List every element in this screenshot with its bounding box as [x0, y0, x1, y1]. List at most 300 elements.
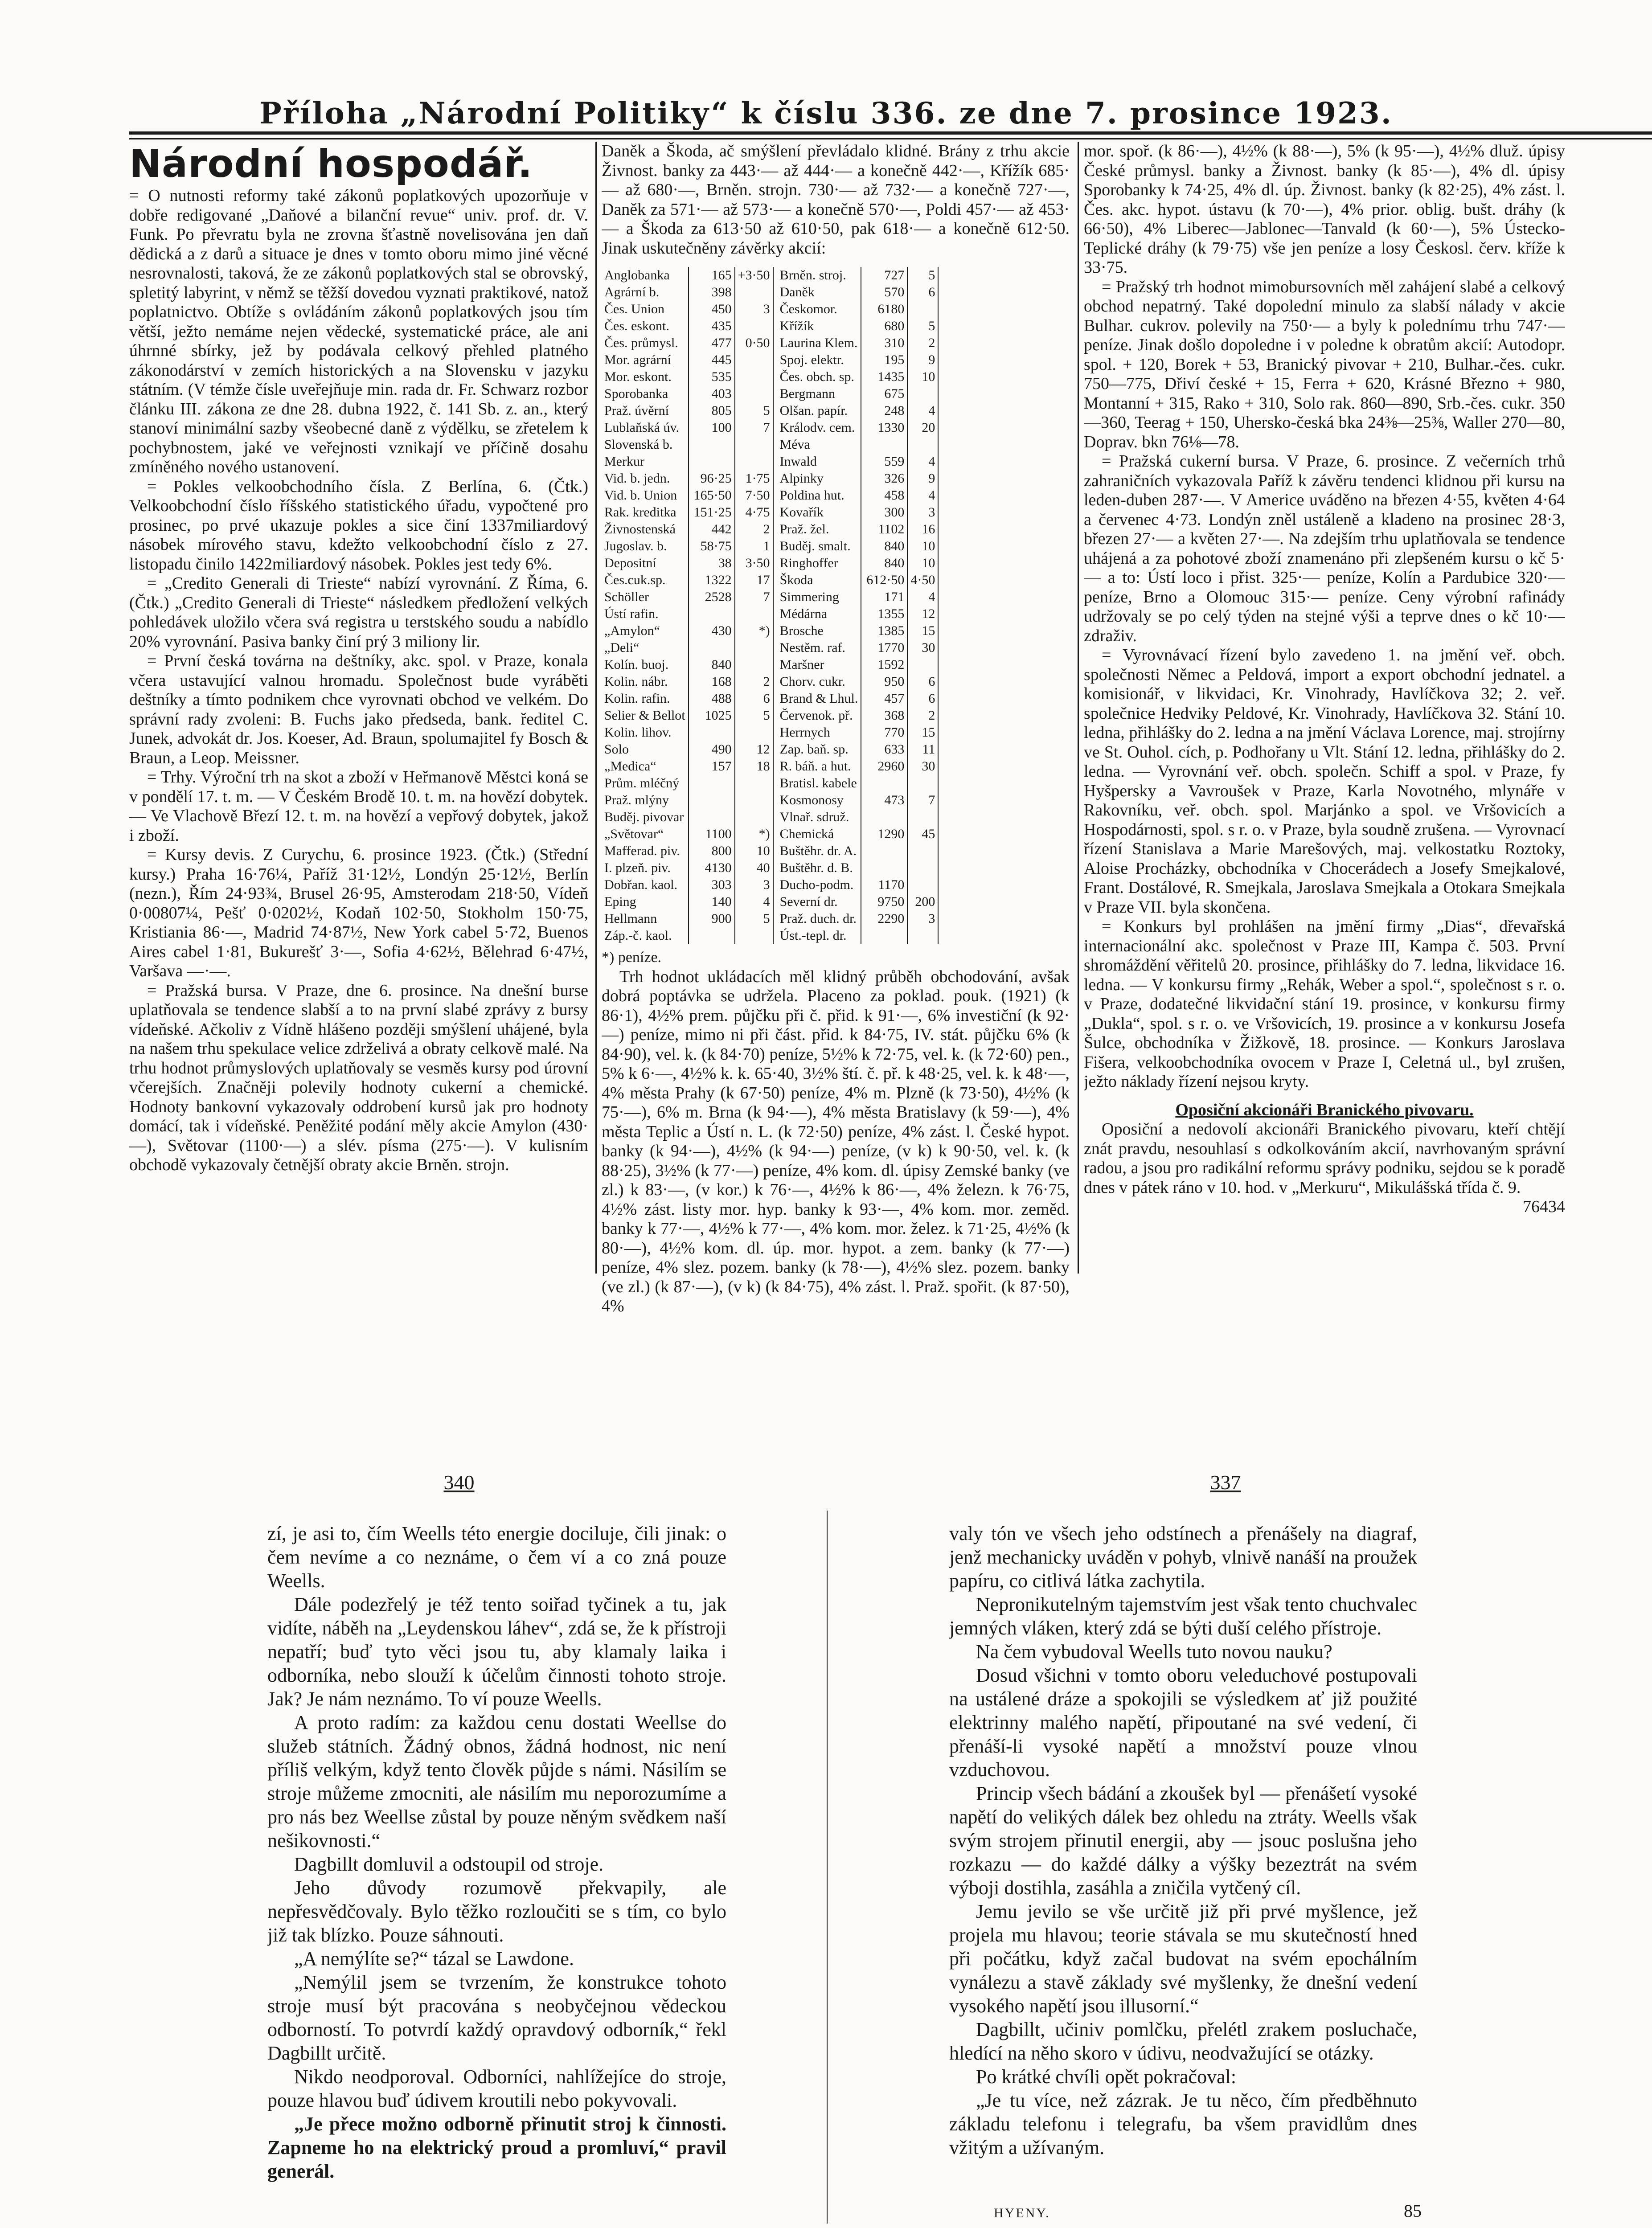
- stock-right-change: 6: [907, 673, 938, 690]
- stock-left-change: 6: [735, 690, 773, 707]
- article-wholesale-index: = Pokles velkoobchodního čísla. Z Berlína, 6. (Čtk.) Velkoobchodní číslo říšského statistického úřadu, vypočtené pro prosinec, po prvé ukazuje pokles a sice činí 1337miliardový násobek mírového stavu, kdežto velkoobchodní číslo z 27. listopadu činilo 1422miliardový násobek. Pokles jest tedy 6%.: [129, 477, 588, 573]
- stock-right-price: 612·50: [861, 572, 907, 589]
- stock-left-stock-name: „Medica“: [602, 758, 689, 775]
- bourse-continuation: Daněk a Škoda, ač smýšlení převládalo klidné. Brány z trhu akcie Živnost. banky za 443·— až 444·— a konečně 442·—, Křížík 685·— až 680·—, Brněn. strojn. 730·— až 732·— a konečně 727·—, Daněk za 571·— až 573·— a konečně 570·—, Poldi 457·— až 453·— a Škoda za 613·50 až 610·50, pak 618·— a konečně 612·50. Jinak uskutečněny závěrky akcií:: [602, 142, 1070, 258]
- stock-left-stock-name: Ústí rafin.: [602, 606, 689, 623]
- stock-right-price: 770: [861, 724, 907, 741]
- notice-body: Oposiční a nedovolí akcionáři Branického pivovaru, kteří chtějí znát pravdu, nesouhlasí s odkolkováním akcií, navrhovaným správní radou, a jsou pro radikální reformu správy podniku, sejdou se k poradě dnes v pátek ráno v 10. hod. v „Merkuru“, Mikulášská třída č. 9.: [1084, 1120, 1565, 1197]
- stock-left-stock-name: Solo: [602, 741, 689, 758]
- stock-right-row: [777, 385, 939, 402]
- stock-right-change: 20: [907, 419, 938, 436]
- stock-left-stock-name: Mor. eskont.: [602, 369, 689, 385]
- stock-left-stock-name: Hellmann: [602, 910, 689, 927]
- stock-left-row: [602, 656, 773, 673]
- stock-left-row: [602, 927, 773, 944]
- stock-right-price: 473: [861, 792, 907, 809]
- stock-left-row: [602, 639, 773, 656]
- stock-right-change: [907, 809, 938, 826]
- book-page-number-left: 340: [443, 1471, 475, 1494]
- book-right-p1: valy tón ve všech jeho odstínech a přenášely na diagraf, jenž mechanicky uváděn v pohyb, vlnivě nanáší na proužek papíru, co citlivá látka zachytila.: [949, 1523, 1417, 1592]
- stock-right-price: 195: [861, 352, 907, 369]
- stock-left-price: 58·75: [689, 538, 735, 555]
- stock-left-change: 7·50: [735, 487, 773, 504]
- stock-left-row: [602, 876, 773, 893]
- stock-left-price: 303: [689, 876, 735, 893]
- stock-right-stock-name: Českomor.: [777, 301, 861, 318]
- stock-right-stock-name: Bratisl. kabele: [777, 775, 861, 792]
- stock-left-change: [735, 318, 773, 335]
- stock-right-change: 6: [907, 284, 938, 301]
- stock-left-row: [602, 589, 773, 606]
- stock-left-change: 12: [735, 741, 773, 758]
- stock-right-change: 45: [907, 826, 938, 843]
- column-2: [602, 142, 1070, 1316]
- stock-left-row: [602, 792, 773, 809]
- stock-right-stock-name: Škoda: [777, 572, 861, 589]
- article-currency-rates: = Kursy devis. Z Curychu, 6. prosince 1923. (Čtk.) (Střední kursy.) Praha 16·76¼, Paříž 31·12½, Londýn 25·12½, Berlín (nezn.), Řím 24·93¾, Brusel 26·95, Amsterodam 218·50, Vídeň 0·00807¼, Pešť 0·0202½, Kodaň 102·50, Stokholm 150·75, Kristiania 86·—, Madrid 74·87½, New York cabel 5·72, Buenos Aires cabel 1·81, Bukurešť 3·—, Sofia 4·62½, Bělehrad 6·47½, Varšava —·—.: [129, 845, 588, 980]
- stock-left-stock-name: Agrární b.: [602, 284, 689, 301]
- stock-left-price: [689, 792, 735, 809]
- stock-left-price: 430: [689, 623, 735, 639]
- stock-left-change: 4: [735, 893, 773, 910]
- stock-right-row: [777, 606, 939, 623]
- stock-left-change: [735, 775, 773, 792]
- stock-left-row: [602, 555, 773, 572]
- section-title: Národní hospodář.: [129, 142, 533, 186]
- stock-right-stock-name: R. báň. a hut.: [777, 758, 861, 775]
- stock-right-stock-name: Bergmann: [777, 385, 861, 402]
- stock-left-change: [735, 656, 773, 673]
- bond-market-continuation: mor. spoř. (k 86·—), 4½% (k 88·—), 5% (k 95·—), 4½% dluž. úpisy České průmysl. banky a Živnost. banky (k 85·—), 4% dl. úpisy Sporobanky k 74·25, 4% dl. úp. Živnost. banky (k 82·25), 4% zást. l. Čes. akc. hypot. ústavu (k 70·—), 4% prior. oblig. bušt. dráhy (k 66·50), 4% Liberec—Jablonec—Tanvald (k 60·—), 5% Ústecko-Teplické dráhy (k 79·75) vše jen peníze a losy Českosl. červ. kříže k 33·75.: [1084, 142, 1565, 277]
- stock-left-row: [602, 470, 773, 487]
- stock-right-stock-name: Herrnych: [777, 724, 861, 741]
- notice-number: 76434: [1523, 1197, 1565, 1216]
- stock-left-stock-name: Slovenská b.: [602, 436, 689, 453]
- stock-right-row: [777, 673, 939, 690]
- stock-right-row: [777, 538, 939, 555]
- column-3: [1084, 142, 1565, 1217]
- book-left-p4: Dagbillt domluvil a odstoupil od stroje.: [294, 1853, 604, 1875]
- stock-right-stock-name: Ringhoffer: [777, 555, 861, 572]
- stock-right-price: 6180: [861, 301, 907, 318]
- stock-left-stock-name: Buděj. pivovar: [602, 809, 689, 826]
- column-divider: [595, 142, 597, 1274]
- stock-right-stock-name: Praž. duch. dr.: [777, 910, 861, 927]
- stock-left-stock-name: Vid. b. jedn.: [602, 470, 689, 487]
- stock-right-row: [777, 572, 939, 589]
- stock-left-change: [735, 453, 773, 470]
- stock-left-stock-name: „Světovar“: [602, 826, 689, 843]
- stock-right-price: [861, 809, 907, 826]
- stock-right-change: 4·50: [907, 572, 938, 589]
- stock-right-row: [777, 809, 939, 826]
- stock-left-change: 5: [735, 402, 773, 419]
- stock-left-price: 535: [689, 369, 735, 385]
- stock-left-price: [689, 639, 735, 656]
- stock-left-price: 403: [689, 385, 735, 402]
- stock-left-stock-name: Prům. mléčný: [602, 775, 689, 792]
- stock-right-price: 300: [861, 504, 907, 521]
- stock-right-row: [777, 436, 939, 453]
- stock-right-price: 1170: [861, 876, 907, 893]
- stock-right-stock-name: Buštěhr. dr. A.: [777, 843, 861, 860]
- stock-left-row: [602, 436, 773, 453]
- stock-right-price: 1592: [861, 656, 907, 673]
- stock-right-stock-name: Křížík: [777, 318, 861, 335]
- stock-left-price: 442: [689, 521, 735, 538]
- book-left-p3: A proto radím: za každou cenu dostati Weellse do služeb státních. Žádný obnos, žádná hodnost, nic není příliš velkým, když tento člověk půjde s námi. Násilím se stroje můžeme zmocniti, ale násilím mu neporozumíme a pro nás bez Weellse zůstal by pouze něným svědkem naší nešikovnosti.“: [267, 1712, 726, 1851]
- stock-right-change: 4: [907, 487, 938, 504]
- stock-right-price: 840: [861, 538, 907, 555]
- stock-left-price: 168: [689, 673, 735, 690]
- stock-left-change: [735, 352, 773, 369]
- stock-left-row: [602, 860, 773, 876]
- stock-left-row: [602, 267, 773, 284]
- stock-right-change: [907, 843, 938, 860]
- stock-right-change: 12: [907, 606, 938, 623]
- book-right-p8: Po krátké chvíli opět pokračoval:: [976, 2066, 1237, 2088]
- stock-right-price: 1102: [861, 521, 907, 538]
- stock-right-row: [777, 639, 939, 656]
- stock-right-stock-name: Daněk: [777, 284, 861, 301]
- stock-tables: [602, 267, 1070, 944]
- book-right-p2: Nepronikutelným tajemstvím jest však tento chuchvalec jemných vláken, který zdá se býti duší celého přístroje.: [949, 1593, 1417, 1639]
- stock-left-change: 40: [735, 860, 773, 876]
- stock-right-stock-name: Brosche: [777, 623, 861, 639]
- stock-left-change: 3·50: [735, 555, 773, 572]
- stock-right-stock-name: Alpinky: [777, 470, 861, 487]
- stock-right-change: [907, 876, 938, 893]
- article-bankruptcy: = Konkurs byl prohlášen na jmění firmy „Dias“, dřevařská internacionální akc. společnost v Praze III, Kampa č. 503. První shromáždění věřitelů 20. prosince, přihlášky do 7. ledna, likvidace 16. ledna. — V konkursu firmy „Rehák, Weber a spol.“, společnost s r. o. v Praze, dodatečné likvidační stání 19. prosince, v konkursu firmy „Dukla“, spol. s r. o. ve Vršovicích, 19. prosince a v konkursu Josefa Šulce, obchodníka v Žižkově, 18. prosince. — Konkurs Jaroslava Fišera, velkoobchodníka ovocem v Praze I, Celetná ul., byl zrušen, ježto náklady řízení nejsou kryty.: [1084, 917, 1565, 1091]
- stock-left-change: 3: [735, 876, 773, 893]
- stock-right-stock-name: Ducho-podm.: [777, 876, 861, 893]
- stock-right-row: [777, 860, 939, 876]
- table-footnote: *) peníze.: [602, 949, 662, 966]
- stock-left-row: [602, 809, 773, 826]
- stock-right-row: [777, 504, 939, 521]
- stock-left-row: [602, 690, 773, 707]
- stock-right-price: [861, 436, 907, 453]
- stock-left-change: 7: [735, 589, 773, 606]
- stock-left-price: 157: [689, 758, 735, 775]
- stock-right-change: 16: [907, 521, 938, 538]
- book-right-p7: Dagbillt, učiniv pomlčku, přelétl zrakem posluchače, hledící na něho skoro v údivu, neodvažující se otázky.: [949, 2019, 1417, 2064]
- stock-right-change: 4: [907, 453, 938, 470]
- stock-left-row: [602, 301, 773, 318]
- stock-left-stock-name: „Amylon“: [602, 623, 689, 639]
- masthead-rule: [129, 131, 1652, 135]
- stock-right-row: [777, 690, 939, 707]
- stock-left-stock-name: Depositní: [602, 555, 689, 572]
- stock-left-stock-name: Merkur: [602, 453, 689, 470]
- book-right-p9: „Je tu více, než zázrak. Je tu něco, čím předběhnuto základu telefonu i telegrafu, ba všem pravidlům dnes vžitým a užívaným.: [949, 2089, 1417, 2158]
- stock-left-change: [735, 369, 773, 385]
- book-left-p8: Nikdo neodporoval. Odborníci, nahlížejíce do stroje, pouze hlavou buď údivem kroutili nebo pokyvovali.: [267, 2066, 726, 2111]
- article-settlement: = Vyrovnávací řízení bylo zavedeno 1. na jmění veř. obch. společnosti Němec a Peldová, import a export obchodní jednatel. a komisionář, v likvidaci, Kr. Vinohrady, Havlíčkova 32; 2. veř. společnice Hedviky Peldové, Kr. Vinohrady, Havlíčkova 32. Stání 10. ledna, přihlášky do 2. ledna a na jmění Václava Lorence, maj. strojírny ve St. Ouhol. cích, p. Podhořany u Vlt. Stání 12. ledna, přihlášky do 2. ledna. — Vyrovnání veř. obch. společn. Schiff a spol. v Praze, fy Hyšpersky a Vavroušek v Praze, Karla Novotného, mlynáře v Rakovníku, veř. obch. spol. Marjánko a spol. ve Vršovicích a Hospodárnosti, spol. s r. o. v Praze, byla soudně zrušena. — Vyrovnací řízení Stanislava a Marie Marešových, maj. velkostatku Roztoky, Aloise Procházky, obchodníka v Chocerádech a Josefy Smejkalové, Frant. Dostálové, R. Smejkala, Jaroslava Smejkala a Otokara Smejkala v Praze VII. byla skončena.: [1084, 646, 1565, 917]
- stock-left-row: [602, 910, 773, 927]
- stock-right-change: 9: [907, 470, 938, 487]
- book-right-p5: Princip všech bádání a zkoušek byl — přenášetí vysoké napětí do velikých dálek bez ohledu na ztráty. Weells však svým strojem přinutil energii, aby — jsouc poslušna jeho rozkazu — do každé dálky a výšky bezeztrát na svém výboji dostihla, zasáhla a zničila vytčený cíl.: [949, 1782, 1417, 1899]
- stock-right-change: 2: [907, 707, 938, 724]
- stock-right-change: [907, 775, 938, 792]
- stock-right-row: [777, 555, 939, 572]
- stock-left-row: [602, 775, 773, 792]
- stock-left-row: [602, 707, 773, 724]
- stock-right-row: [777, 267, 939, 284]
- stock-left-stock-name: Mor. agrární: [602, 352, 689, 369]
- stock-right-stock-name: Simmering: [777, 589, 861, 606]
- book-left-p7: „Nemýlil jsem se tvrzením, že konstrukce tohoto stroje musí být pracována s neobyčejnou vědeckou odborností. To potvrdí každý opravdový odborník,“ řekl Dagbillt určitě.: [267, 1971, 726, 2064]
- stock-right-row: [777, 453, 939, 470]
- stock-right-change: [907, 301, 938, 318]
- stock-right-row: [777, 910, 939, 927]
- book-folio: 85: [1404, 2201, 1422, 2221]
- masthead-rule-thin: [129, 138, 1652, 139]
- stock-right-row: [777, 623, 939, 639]
- stock-left-price: 477: [689, 335, 735, 352]
- stock-right-price: [861, 843, 907, 860]
- bond-market: Trh hodnot ukládacích měl klidný průběh obchodování, avšak dobrá poptávka se udržela. Placeno za poklad. pouk. (1921) (k 86·1), 4½% prem. půjčku při č. přid. k 91·—, 6% investiční (k 92·—) peníze, mimo ni při část. přid. k 84·75, IV. stát. půjčku 6% (k 84·90), vel. k. (k 84·70) peníze, 5½% k 72·75, vel. k. (k 72·60) pen., 5% k 6·—, 4½% k. k. 65·40, 3½% ští. č. př. k 48·25, vel. k. k 48·—, 4% města Prahy (k 67·50) peníze, 4% m. Plzně (k 73·50), 4½% (k 75·—), 6% m. Brna (k 94·—), 4% města Bratislavy (k 59·—), 4% města Teplic a Ústí n. L. (k 72·50) peníze, 4% zást. l. České hypot. banky (k 94·—), 4½% (k 94·—) peníze, (v k) k 90·50, vel. k. (k 88·25), 3½% (k 77·—) peníze, 4% kom. dl. úpisy Zemské banky (ve zl.) k 83·—, (v kor.) k 76·—, 4½% k 86·—, 4% železn. k 76·75, 4½% zást. listy mor. hyp. banky k 93·—, 4% kom. mor. zeměd. banky k 77·—, 4½% k 77·—, 4% kom. mor. želez. k 71·25, 4½% (k 80·—), 4½% kom. dl. úp. mor. hypot. a zem. banky (k 77·—) peníze, 4% slez. pozem. banky (k 78·—), 4½% slez. pozem. banky (ve zl.) (k 87·—), (v k) (k 84·75), 4% zást. l. Praž. spořit. (k 87·50), 4%: [602, 967, 1070, 1315]
- stock-left-row: [602, 843, 773, 860]
- stock-right-stock-name: Čes. obch. sp.: [777, 369, 861, 385]
- column-divider-2: [1078, 142, 1079, 1274]
- stock-left-price: 488: [689, 690, 735, 707]
- masthead: Příloha „Národní Politiky“ k číslu 336. ze dne 7. prosince 1923.: [259, 96, 1393, 131]
- stock-left-change: 4·75: [735, 504, 773, 521]
- stock-right-change: [907, 385, 938, 402]
- stock-right-row: [777, 487, 939, 504]
- stock-right-price: 310: [861, 335, 907, 352]
- stock-left-price: 900: [689, 910, 735, 927]
- stock-right-row: [777, 419, 939, 436]
- stock-left-price: [689, 453, 735, 470]
- article-prague-bourse: = Pražská bursa. V Praze, dne 6. prosince. Na dnešní burse uplatňovala se tendence slabší a to na první slabé zprávy z bursy vídeňské. Ačkoliv z Vídně hlášeno později smýšlení uhájené, byla na našem trhu spekulace velice zdrželivá a obraty celkově malé. Na trhu hodnot průmyslových uplatňovaly se vesměs kursy pod úrovní včerejších. Značněji polevily hodnoty cukerní a chemické. Hodnoty bankovní vykazovaly oddrobení kursů jak pro hodnoty domácí, tak i vídeňské. Peněžité podání měly akcie Amylon (430·—), Světovar (1100·—) a slév. písma (275·—). V kulisním obchodě vykazovaly četnější obraty akcie Brněn. strojn.: [129, 981, 588, 1174]
- stock-left-change: [735, 724, 773, 741]
- stock-left-row: [602, 504, 773, 521]
- stock-left-price: 96·25: [689, 470, 735, 487]
- stock-right-stock-name: Severní dr.: [777, 893, 861, 910]
- stock-right-change: 10: [907, 555, 938, 572]
- stock-left-row: [602, 724, 773, 741]
- stock-left-change: +3·50: [735, 267, 773, 284]
- stock-left-change: 2: [735, 521, 773, 538]
- stock-left-stock-name: Eping: [602, 893, 689, 910]
- stock-left-row: [602, 385, 773, 402]
- stock-right-row: [777, 589, 939, 606]
- stock-right-row: [777, 826, 939, 843]
- stock-right-stock-name: Buděj. smalt.: [777, 538, 861, 555]
- book-left-p6: „A nemýlíte se?“ tázal se Lawdone.: [294, 1948, 574, 1970]
- stock-right-row: [777, 318, 939, 335]
- stock-left-stock-name: Praž. mlýny: [602, 792, 689, 809]
- article-unlisted-market: = Pražský trh hodnot mimobursovních měl zahájení slabé a celkový obchod nepatrný. Také dopolední minulo za slabší nálady v akcie Bulhar. cukrov. polevily na 750·— a byly k polednímu trhu 747·— peníze. Jinak došlo dopoledne i v poledne k obratům akcií: Autodopr. spol. + 120, Borek + 53, Branický pivovar + 210, Bulhar.-čes. cukr. 750—775, Dřiví české + 15, Ferra + 620, Krásné Březno + 980, Montanní + 315, Rako + 310, Solo rak. 860—890, Srb.-čes. cukr. 350—360, Teerag + 150, Uhersko-česká bka 24⅜—25⅜, Waller 270—80, Doprav. bkn 76⅛—78.: [1084, 277, 1565, 451]
- stock-right-price: 457: [861, 690, 907, 707]
- stock-left-change: 7: [735, 419, 773, 436]
- stock-right-price: 1385: [861, 623, 907, 639]
- stock-right-change: 5: [907, 267, 938, 284]
- stock-right-stock-name: Praž. žel.: [777, 521, 861, 538]
- stock-right-row: [777, 402, 939, 419]
- stock-right-price: [861, 860, 907, 876]
- stock-left-row: [602, 538, 773, 555]
- book-right-p4: Dosud všichni v tomto oboru veleduchové postupovali na ustálené dráze a spokojili se výsledkem ať již použité elektrinny malého napětí, připoutané na své vedení, či přenáší-li vysoké napětí a množství pouze vlnou vzduchovou.: [949, 1664, 1417, 1781]
- stock-right-row: [777, 792, 939, 809]
- stock-left-row: [602, 741, 773, 758]
- stock-right-stock-name: Nestěm. raf.: [777, 639, 861, 656]
- stock-right-price: 680: [861, 318, 907, 335]
- stock-right-change: 7: [907, 792, 938, 809]
- stock-right-row: [777, 335, 939, 352]
- stock-left-row: [602, 453, 773, 470]
- stock-left-price: 840: [689, 656, 735, 673]
- book-right-p3: Na čem vybudoval Weells tuto novou nauku?: [976, 1641, 1332, 1663]
- stock-left-stock-name: Čes. Union: [602, 301, 689, 318]
- stock-left-stock-name: Anglobanka: [602, 267, 689, 284]
- stock-left-price: [689, 775, 735, 792]
- stock-right-stock-name: Laurina Klem.: [777, 335, 861, 352]
- stock-left-stock-name: „Deli“: [602, 639, 689, 656]
- stock-left-price: 165·50: [689, 487, 735, 504]
- stock-left-change: [735, 606, 773, 623]
- stock-right-row: [777, 758, 939, 775]
- stock-left-stock-name: Kolin. lihov.: [602, 724, 689, 741]
- stock-right-change: 10: [907, 538, 938, 555]
- stock-right-row: [777, 301, 939, 318]
- stock-left-change: 5: [735, 910, 773, 927]
- stock-left-row: [602, 521, 773, 538]
- stock-left-stock-name: Mafferad. piv.: [602, 843, 689, 860]
- stock-table-right: [777, 267, 939, 944]
- stock-right-stock-name: Médárna: [777, 606, 861, 623]
- stock-right-row: [777, 707, 939, 724]
- stock-left-change: 3: [735, 301, 773, 318]
- stock-right-stock-name: Zap. baň. sp.: [777, 741, 861, 758]
- stock-right-stock-name: Olšan. papír.: [777, 402, 861, 419]
- stock-right-price: 171: [861, 589, 907, 606]
- stock-right-stock-name: Úst.-tepl. dr.: [777, 927, 861, 944]
- stock-right-stock-name: Vlnař. sdruž.: [777, 809, 861, 826]
- stock-left-change: [735, 927, 773, 944]
- article-markets: = Trhy. Výroční trh na skot a zboží v Heřmanově Městci koná se v pondělí 17. t. m. — V Českém Brodě 10. t. m. na hovězí dobytek. — Ve Vlachově Březí 12. t. m. na hovězí a vepřový dobytek, jakož i zboží.: [129, 768, 588, 845]
- stock-left-stock-name: Rak. kreditka: [602, 504, 689, 521]
- stock-right-stock-name: Kosmonosy: [777, 792, 861, 809]
- stock-right-price: 458: [861, 487, 907, 504]
- stock-left-price: 1100: [689, 826, 735, 843]
- stock-left-stock-name: Selier & Bellot: [602, 707, 689, 724]
- stock-left-change: [735, 792, 773, 809]
- stock-left-price: 165: [689, 267, 735, 284]
- stock-left-price: [689, 436, 735, 453]
- stock-right-row: [777, 741, 939, 758]
- article-sugar-bourse: = Pražská cukerní bursa. V Praze, 6. prosince. Z večerních trhů zahraničních vykazovala Paříž k závěru tendenci klidnou při kursu na leden-duben 287·—. V Americe uváděno na březen 4·55, květen 4·64 a červenec 4·73. Londýn zněl ustáleně a kladeno na prosinec 28·3, březen 27·— a květen 27·—. Na zdejším trhu uplatňovala se tendence uhájená a za pohotové zboží znamenáno při zlepšeném kursu o kč 5·— a to: Ústí loco i přist. 325·— peníze, Kolín a Pardubice 320·— peníze, Brno a Olomouc 315·— peníze. Ceny výrobní rafinády udržovaly se po celý týden na stejné výši a teprve dnes o kč 10·— zdraživ.: [1084, 452, 1565, 645]
- stock-right-stock-name: Chorv. cukr.: [777, 673, 861, 690]
- stock-left-change: [735, 809, 773, 826]
- stock-left-price: [689, 606, 735, 623]
- stock-right-change: 3: [907, 504, 938, 521]
- stock-left-change: 18: [735, 758, 773, 775]
- stock-left-stock-name: Schöller: [602, 589, 689, 606]
- stock-left-change: [735, 639, 773, 656]
- stock-right-stock-name: Brněn. stroj.: [777, 267, 861, 284]
- stock-right-change: 9: [907, 352, 938, 369]
- stock-right-change: 11: [907, 741, 938, 758]
- stock-left-stock-name: Lublaňská úv.: [602, 419, 689, 436]
- stock-right-stock-name: Králodv. cem.: [777, 419, 861, 436]
- stock-left-row: [602, 284, 773, 301]
- stock-left-change: 1: [735, 538, 773, 555]
- article-credito-generali: = „Credito Generali di Trieste“ nabízí vyrovnání. Z Říma, 6. (Čtk.) „Credito Generali di Trieste“ následkem předložení velkých pohledávek uložilo včera svá registra u terstského soudu a nabídlo 20% vyrovnání. Pasiva banky činí prý 3 miliony lir.: [129, 574, 588, 651]
- book-left-p2: Dále podezřelý je též tento soiřad tyčinek a tu, jak vidíte, náběh na „Leydenskou láhev“, zdá se, že k přístroji nepatří; buď tyto věci jsou tu, aby klamaly laika i odborníka, nebo slouží k účelům činnosti tohoto stroje. Jak? Je nám neznámo. To ví pouze Weells.: [267, 1593, 726, 1710]
- stock-right-price: 9750: [861, 893, 907, 910]
- stock-right-price: 840: [861, 555, 907, 572]
- stock-left-stock-name: Vid. b. Union: [602, 487, 689, 504]
- stock-right-price: 326: [861, 470, 907, 487]
- stock-left-stock-name: Praž. úvěrní: [602, 402, 689, 419]
- article-umbrella-factory: = První česká továrna na deštníky, akc. spol. v Praze, konala včera ustavující valnou hromadu. Společnost bude vyráběti deštníky a tímto podnikem chce vyrovnati obchod ve velkém. Do správní rady zvoleni: B. Fuchs jako předseda, bank. ředitel C. Junek, advokát dr. Jos. Koeser, Ad. Braun, spolumajitel fy Bosch & Braun, a Leop. Meissner.: [129, 651, 588, 767]
- stock-left-stock-name: Záp.-č. kaol.: [602, 927, 689, 944]
- stock-left-stock-name: Čes. průmysl.: [602, 335, 689, 352]
- stock-left-price: 490: [689, 741, 735, 758]
- stock-right-change: [907, 927, 938, 944]
- stock-right-price: 1770: [861, 639, 907, 656]
- stock-right-price: [861, 927, 907, 944]
- stock-right-price: 1290: [861, 826, 907, 843]
- stock-right-change: 10: [907, 369, 938, 385]
- stock-left-row: [602, 335, 773, 352]
- stock-left-stock-name: Jugoslav. b.: [602, 538, 689, 555]
- stock-right-change: 6: [907, 690, 938, 707]
- stock-right-stock-name: Méva: [777, 436, 861, 453]
- stock-left-row: [602, 623, 773, 639]
- stock-left-price: [689, 927, 735, 944]
- stock-right-price: 1355: [861, 606, 907, 623]
- stock-right-price: 633: [861, 741, 907, 758]
- stock-left-stock-name: Kolin. rafin.: [602, 690, 689, 707]
- stock-left-price: 1322: [689, 572, 735, 589]
- book-running-title: HYENY.: [994, 2206, 1050, 2220]
- stock-left-stock-name: Čes. eskont.: [602, 318, 689, 335]
- book-page-number-right: 337: [1210, 1471, 1241, 1494]
- stock-right-change: [907, 860, 938, 876]
- stock-left-price: 445: [689, 352, 735, 369]
- stock-left-row: [602, 673, 773, 690]
- book-right-p6: Jemu jevilo se vše určitě již při prvé myšlence, jež projela mu hlavou; teorie stávala se mu skutečností hned při počátku, když začal budovat na svém epochálním vynálezu a stavě základy své myšlenky, že dnešní vedení vysokého napětí jsou illusorní.“: [949, 1900, 1417, 2017]
- stock-left-row: [602, 758, 773, 775]
- stock-left-row: [602, 487, 773, 504]
- stock-left-row: [602, 402, 773, 419]
- stock-left-price: 805: [689, 402, 735, 419]
- stock-right-row: [777, 352, 939, 369]
- stock-right-change: [907, 436, 938, 453]
- stock-right-stock-name: Spoj. elektr.: [777, 352, 861, 369]
- stock-right-row: [777, 724, 939, 741]
- stock-right-price: 950: [861, 673, 907, 690]
- stock-left-stock-name: Kolín. buoj.: [602, 656, 689, 673]
- stock-left-change: 17: [735, 572, 773, 589]
- stock-left-price: 398: [689, 284, 735, 301]
- stock-left-price: 100: [689, 419, 735, 436]
- stock-right-change: 30: [907, 639, 938, 656]
- book-left-p9: „Je přece možno odborně přinutit stroj k činnosti. Zapneme ho na elektrický proud a promluví,“ pravil generál.: [267, 2113, 726, 2182]
- stock-left-row: [602, 318, 773, 335]
- stock-left-row: [602, 352, 773, 369]
- stock-left-price: 1025: [689, 707, 735, 724]
- stock-right-price: 727: [861, 267, 907, 284]
- stock-right-change: 30: [907, 758, 938, 775]
- stock-left-change: [735, 284, 773, 301]
- stock-right-price: 559: [861, 453, 907, 470]
- stock-left-price: 435: [689, 318, 735, 335]
